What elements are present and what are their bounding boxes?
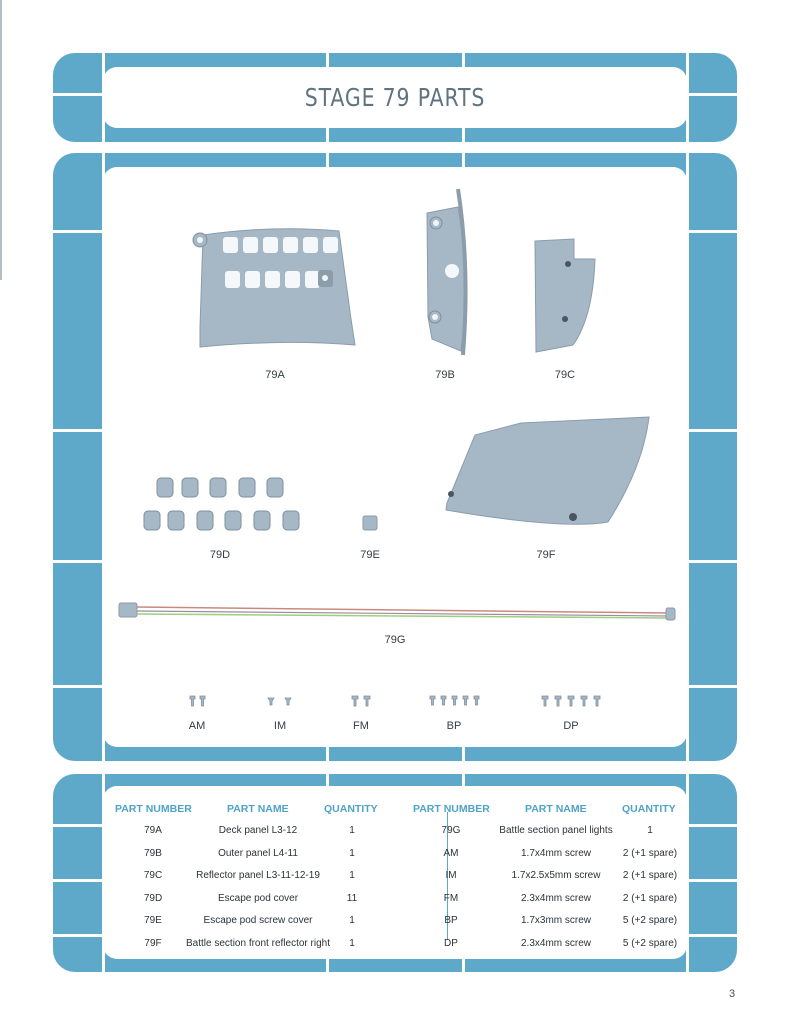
cell-quantity: 2 (+1 spare): [622, 847, 678, 859]
part-label-im: IM: [273, 720, 287, 732]
part-bp-image: [430, 696, 479, 705]
part-label-fm: FM: [353, 720, 369, 732]
part-79b-image: [427, 189, 466, 355]
title-panel: [103, 67, 687, 128]
title-frame: [53, 53, 737, 142]
cell-quantity: 5 (+2 spare): [622, 915, 678, 927]
header-part-number: PART NUMBER: [115, 803, 192, 815]
cell-name: Deck panel L3-12: [218, 825, 298, 836]
cell-number: 79C: [143, 870, 163, 882]
cell-name: Battle section front reflector right: [186, 938, 330, 949]
cell-name: 1.7x4mm screw: [520, 847, 592, 859]
parts-frame: [53, 153, 737, 761]
part-label-79f: 79F: [536, 549, 556, 561]
cell-number: 79B: [144, 847, 162, 859]
cell-quantity: 1: [349, 847, 355, 859]
header-part-number: PART NUMBER: [413, 803, 490, 815]
part-dp-image: [542, 696, 600, 706]
part-im-image: [268, 698, 291, 705]
cell-number: 79A: [144, 825, 162, 836]
part-fm-image: [352, 696, 370, 706]
part-label-79b: 79B: [435, 369, 455, 381]
cell-number: AM: [443, 847, 459, 859]
cell-name: 2.3x4mm screw: [520, 938, 592, 949]
cell-quantity: 11: [346, 892, 358, 904]
parts-panel: [103, 167, 687, 747]
page-edge-mark: [0, 0, 2, 280]
cell-number: BP: [444, 915, 458, 927]
part-79g-image: [119, 603, 675, 620]
header-part-name: PART NAME: [227, 803, 289, 815]
header-part-name: PART NAME: [525, 803, 587, 815]
part-79f-image: [446, 417, 649, 524]
cell-quantity: 1: [647, 825, 653, 836]
part-label-79a: 79A: [265, 369, 285, 381]
cell-number: 79D: [143, 892, 163, 904]
parts-illustration: [103, 167, 687, 747]
cell-name: Reflector panel L3-11-12-19: [196, 870, 320, 882]
part-label-79g: 79G: [384, 634, 406, 646]
header-quantity: QUANTITY: [324, 803, 378, 815]
cell-name: 1.7x2.5x5mm screw: [511, 870, 601, 882]
part-am-image: [190, 696, 205, 706]
part-79c-image: [535, 239, 595, 352]
cell-name: Battle section panel lights: [499, 825, 613, 836]
cell-quantity: 2 (+1 spare): [622, 870, 678, 882]
cell-quantity: 1: [349, 938, 355, 949]
page-number: 3: [729, 988, 736, 1000]
cell-quantity: 1: [349, 870, 355, 882]
cell-quantity: 2 (+1 spare): [622, 892, 678, 904]
cell-number: DP: [444, 938, 458, 949]
cell-number: 79G: [441, 825, 461, 836]
cell-name: Escape pod cover: [217, 892, 299, 904]
cell-name: Outer panel L4-11: [218, 847, 298, 859]
cell-quantity: 1: [349, 825, 355, 836]
cell-name: 1.7x3mm screw: [520, 915, 592, 927]
cell-number: IM: [445, 870, 457, 882]
part-label-dp: DP: [563, 720, 579, 732]
parts-table-frame: [53, 774, 737, 972]
cell-number: FM: [443, 892, 459, 904]
part-label-79e: 79E: [360, 549, 380, 561]
part-79d-image: [144, 478, 299, 530]
part-label-79d: 79D: [209, 549, 231, 561]
cell-number: 79F: [144, 938, 162, 949]
part-79a-image: [193, 229, 355, 347]
parts-table: [103, 786, 687, 959]
cell-quantity: 5 (+2 spare): [622, 938, 678, 949]
part-79e-image: [363, 516, 377, 530]
part-label-79c: 79C: [554, 369, 576, 381]
header-quantity: QUANTITY: [622, 803, 676, 815]
page-title: STAGE 79 PARTS: [304, 83, 486, 112]
part-label-am: AM: [188, 720, 206, 732]
cell-number: 79E: [144, 915, 162, 927]
cell-name: Escape pod screw cover: [203, 915, 313, 927]
cell-quantity: 1: [349, 915, 355, 927]
part-label-bp: BP: [446, 720, 462, 732]
cell-name: 2.3x4mm screw: [520, 892, 592, 904]
